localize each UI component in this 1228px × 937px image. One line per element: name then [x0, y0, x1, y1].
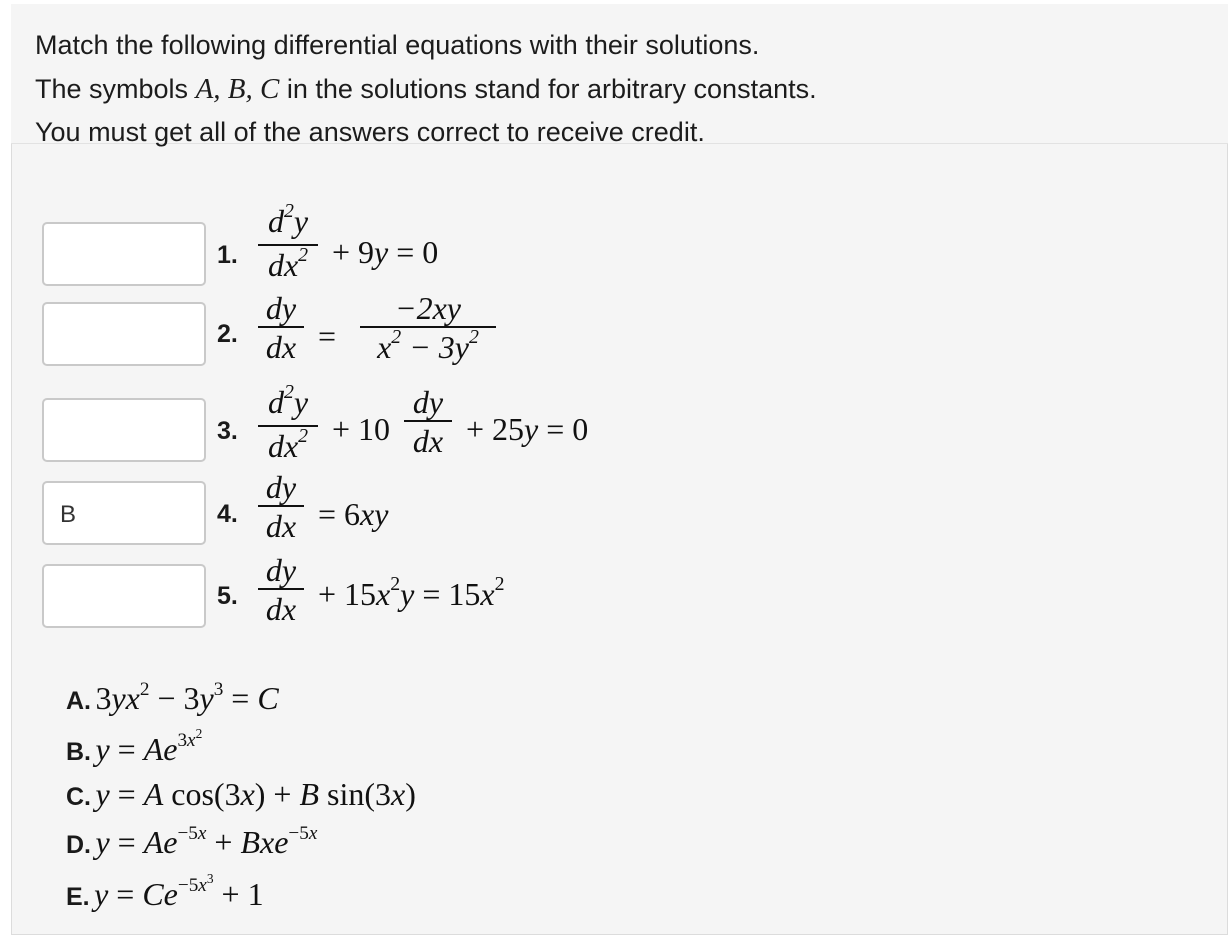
- eq2-equals: =: [318, 318, 337, 354]
- eq3-rhs: + 25y = 0: [466, 411, 589, 447]
- intro-line-2-text-b: in the solutions stand for arbitrary constants.: [279, 74, 817, 104]
- eq1-fraction: $d^2y$ $dx^2$: [258, 204, 318, 287]
- solution-d: [66, 824, 317, 861]
- eq3-term-10: + 10: [332, 411, 391, 447]
- eq2-rhs-fraction: −2xy $x^2 - 3y^2$: [360, 291, 496, 369]
- eq4-rhs: = 6xy: [318, 496, 389, 532]
- answer-input-3[interactable]: [42, 398, 206, 462]
- eq5-fraction: dy dx: [258, 553, 304, 626]
- answer-input-2[interactable]: [42, 302, 206, 366]
- solution-e-label: E.: [66, 883, 90, 911]
- solution-d-label: D.: [66, 831, 91, 859]
- solution-a-expression: $3yx^2 - 3y^3 = C$: [95, 678, 279, 716]
- solution-c-label: C.: [66, 783, 91, 811]
- solution-d-expression: $y = Ae^{-5x} + Bxe^{-5x}$: [95, 822, 318, 860]
- solution-b: [66, 725, 203, 768]
- intro-line-2-text-a: The symbols: [35, 74, 196, 104]
- eq2-lhs-fraction: dy dx: [258, 291, 304, 364]
- equation-number-3: 3.: [217, 417, 238, 445]
- solution-b-label: B.: [66, 738, 91, 766]
- constants-symbols: A, B, C: [195, 73, 280, 105]
- equation-number-1: 1.: [217, 241, 238, 269]
- intro-line-2: [35, 73, 817, 106]
- eq3-fraction-first: dy dx: [404, 385, 452, 458]
- solution-c: [66, 776, 416, 813]
- answer-input-1[interactable]: [42, 222, 206, 286]
- answer-input-4[interactable]: B: [42, 481, 206, 545]
- equation-number-2: 2.: [217, 320, 238, 348]
- eq3-fraction-second: $d^2y$ $dx^2$: [258, 385, 318, 468]
- eq1-rhs: + 9y = 0: [332, 234, 439, 270]
- intro-line-1: Match the following differential equations with their solutions.: [35, 30, 760, 60]
- solution-b-expression: $y = Ae^{3x^2}$: [95, 725, 203, 767]
- solution-c-expression: y = A cos(3x) + B sin(3x): [95, 776, 416, 812]
- eq5-rhs: + $15x^2y = 15x^2$: [318, 573, 505, 612]
- solution-a: [66, 680, 279, 717]
- answer-input-5[interactable]: [42, 564, 206, 628]
- equation-number-5: 5.: [217, 582, 238, 610]
- equation-number-4: 4.: [217, 500, 238, 528]
- intro-line-3: You must get all of the answers correct to receive credit.: [35, 117, 705, 147]
- question-intro: [11, 4, 1228, 147]
- eq4-fraction: dy dx: [258, 470, 304, 543]
- solution-e: [66, 870, 264, 913]
- solution-e-expression: $y = Ce^{-5x^3} + 1$: [94, 870, 264, 912]
- solution-a-label: A.: [66, 687, 91, 715]
